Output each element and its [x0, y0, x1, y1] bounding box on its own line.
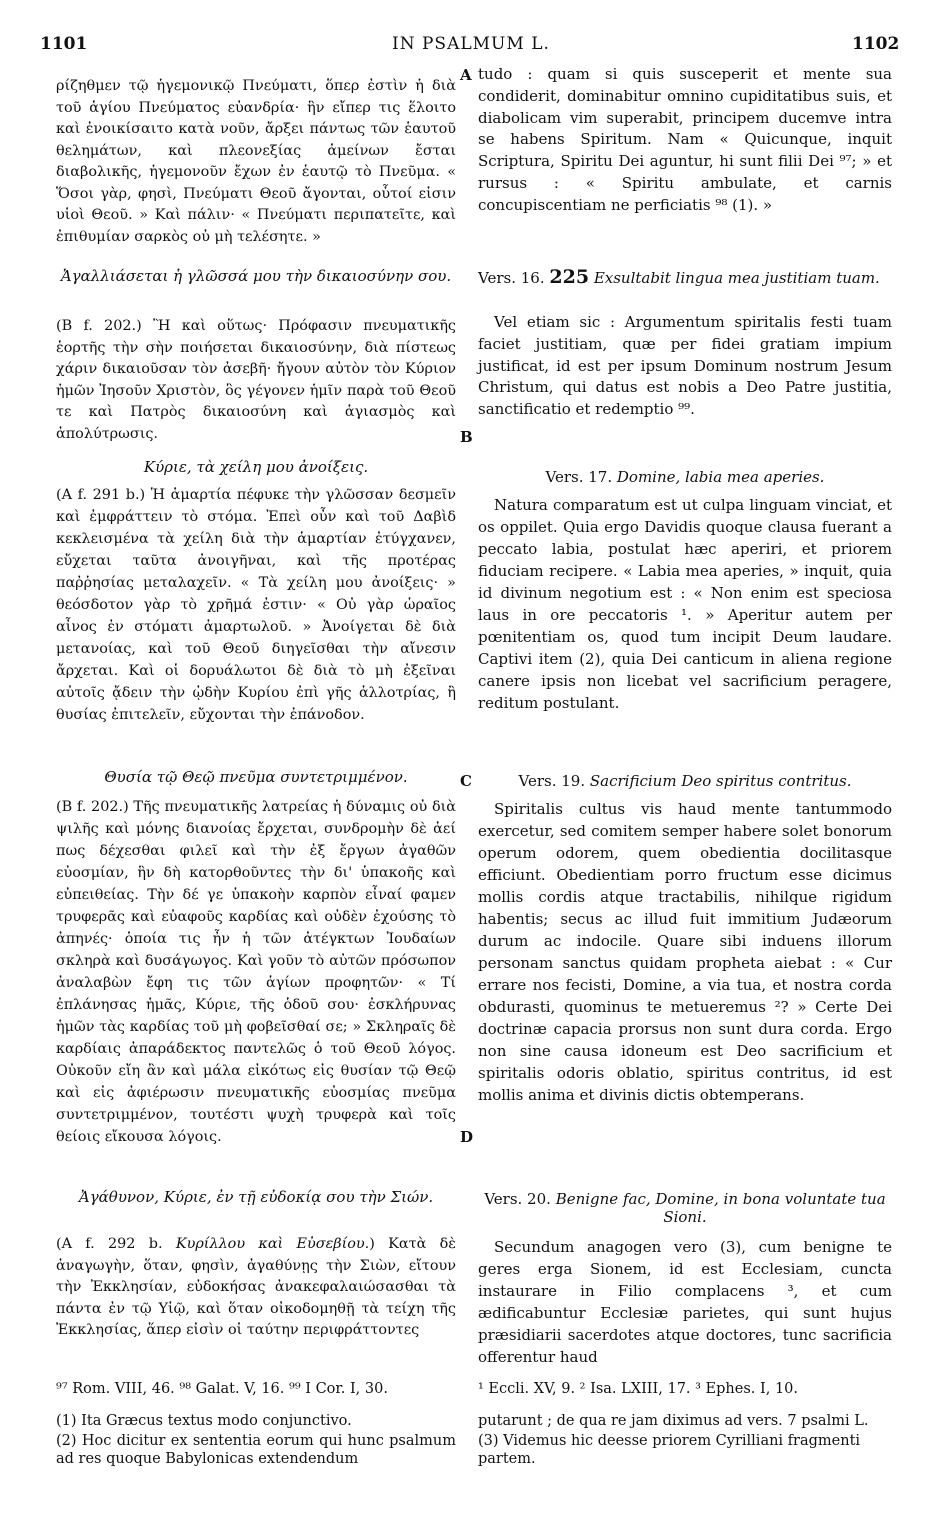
greek-heading-3 [56, 458, 456, 476]
greek-paragraph-5 [56, 1234, 456, 1342]
latin-paragraph-3: Natura comparatum est ut culpa linguam vinciat, et os oppilet. Quia ergo Davidis quoque clausa fuerant a peccato labia, postulat hæc aperiri, et priorem fiduciam recipere. « Labia mea aperies, » inquit, quia id divinum negotium est : « Non enim est speciosa laus in ore peccatoris ¹. » Aperitur autem per pœnitentiam os, quod tum incipit Deum laudare. Captivi item (2), quia Dei canticum in aliena regione canere ipsis non licebat vel sacrificium peragere, reditum postulant. [478, 496, 892, 712]
margin-letter-b: B [460, 428, 473, 446]
greek-paragraph-5-text: ) Κατὰ δὲ ἀναγωγὴν, ὅταν, φησὶν, ἀγαθύνῃς τὴν Σιὼν, εἴτουν τὴν Ἐκκλησίαν, εὐδοκήσας ἀνακεφαλαιώσασθαι τὰ πάντα ἐν τῷ Υἱῷ, καὶ ὅταν οἰκοδομηθῇ τὰ τείχη τῆς Ἐκκλησίας, ἅπερ εἰσὶν οἱ ταύτην περιφράττοντες [56, 1236, 456, 1338]
latin-paragraph-1: tudo : quam si quis susceperit et mente sua condiderit, dominabitur omnino cupiditatibus suis, et diabolicam vim superabit, principem ducemve intra se habens Spiritum. Nam « Quicunque, inquit Scriptura, Spiritu Dei aguntur, hi sunt filii Dei ⁹⁷; » et rursus : « Spiritu ambulate, et carnis concupiscentiam ne perficiatis ⁹⁸ (1). » [478, 65, 892, 214]
margin-letter-d: D [460, 1128, 474, 1146]
latin-heading-3 [478, 468, 892, 486]
latin-footnote-3: (3) Videmus hic deesse priorem Cyrilliani fragmenti partem. [478, 1433, 861, 1467]
margin-letter-c: C [460, 772, 472, 790]
greek-verse-17: Κύριε, τὰ χείλη μου ἀνοίξεις. [143, 458, 369, 476]
greek-source-ref: (A f. 292 b. [56, 1236, 176, 1252]
greek-footnote-1: (1) Ita Græcus textus modo conjunctivo. [56, 1413, 352, 1429]
greek-scripture-refs: ⁹⁷ Rom. VIII, 46. ⁹⁸ Galat. V, 16. ⁹⁹ I Cor. I, 30. [56, 1381, 388, 1397]
greek-paragraph-3: (A f. 291 b.) Ἡ ἁμαρτία πέφυκε τὴν γλῶσσαν δεσμεῖν καὶ ἐμφράττειν τὸ στόμα. Ἐπεὶ οὖν καὶ τοῦ Δαβὶδ κεκλεισμένα τὰ χείλη διὰ τὴν ἁμαρτίαν ἐτύγχανεν, εὔχεται ταῦτα ἀνοιγῆναι, καὶ τῆς προτέρας παῤῥησίας μεταλαχεῖν. « Τὰ χείλη μου ἀνοίξεις· » θεόσδοτον γὰρ τὸ χρῆμά ἐστιν· « Οὐ γὰρ ὡραῖος αἶνος ἐν στόματι ἁμαρτωλοῦ. » Ἀνοίγεται δὲ διὰ μετανοίας, καὶ τοῦ Θεοῦ διηγεῖσθαι τὴν αἴνεσιν ἄρχεται. Καὶ οἱ δορυάλωτοι δὲ διὰ τὸ μὴ ἐξεῖναι αὐτοῖς ᾄδειν τὴν ᾠδὴν Κυρίου ἐπὶ γῆς ἀλλοτρίας, ἢ θυσίας ἐπιτελεῖν, εὔχονται τὴν ἐπάνοδον. [56, 487, 456, 723]
greek-heading-4 [56, 768, 456, 786]
greek-column [56, 62, 456, 263]
greek-heading-2 [56, 266, 456, 287]
latin-heading-4 [478, 772, 892, 790]
latin-verse-16-label: Vers. 16. [478, 269, 545, 287]
running-title: IN PSALMUM L. [392, 34, 550, 54]
greek-verse-16: Ἀγαλλιάσεται ἡ γλῶσσά μου τὴν δικαιοσύνην σου. [60, 267, 452, 285]
margin-letter-a: A [460, 66, 472, 84]
latin-heading-2 [478, 266, 892, 288]
latin-verse-17-text: Domine, labia mea aperies. [616, 468, 825, 486]
greek-paragraph-4: (B f. 202.) Τῆς πνευματικῆς λατρείας ἡ δύναμις οὐ διὰ ψιλῆς καὶ μόνης διανοίας ἔρχεται, συνδρομὴν δὲ ἀεί πως δέχεσθαι φιλεῖ καὶ τὴν ἐξ ἔργων ἀγαθῶν εὐοσμίαν, ἣν δὴ κατορθοῦντες τὴν δι' ὑπακοῆς καὶ εὐπειθείας. Τὴν δέ γε ὑπακοὴν καρπὸν εἶναί φαμεν τρυφερᾶς καὶ εὐαφοῦς καρδίας καὶ οὐδὲν ἐχούσης τὸ ἀπηνές· ὁποία τις ἦν ἡ τῶν ἀτέγκτων Ἰουδαίων σκληρὰ καὶ δυσάγωγος. Καὶ γοῦν τὸ αὐτῶν πρόσωπον ἀναλαβὼν ἔφη τις τῶν ἁγίων προφητῶν· « Τί ἐπλάνησας ἡμᾶς, Κύριε, τῆς ὁδοῦ σου· ἐσκλήρυνας ἡμῶν τὰς καρδίας τοῦ μὴ φοβεῖσθαί σε; » Σκληραῖς δὲ καρδίαις ἀπαράδεκτος παντελῶς ὁ τοῦ Θεοῦ λόγος. Οὐκοῦν εἴη ἂν καὶ μάλα εἰκότως εἰς θυσίαν τῷ Θεῷ καὶ εἰς ἀφιέρωσιν πνευματικῆς εὐοσμίας πνεῦμα συντετριμμένον, τουτέστι ψυχὴ τρυφερὰ καὶ τοῖς θείοις εἴκουσα λόγοις. [56, 799, 456, 1145]
latin-paragraph-4: Spiritalis cultus vis haud mente tantummodo exercetur, sed comitem semper habere solet bonorum operum odorem, quem obedientia docilitasque efficiunt. Obedientiam porro fructum esse dicimus mollis cordis atque tractabilis, nihilque rigidum habentis; secus ac illud fuit immitium Judæorum durum ac indocile. Quare sibi induens illorum personam sanctus quidam propheta aiebat : « Cur errare nos fecisti, Domine, a via tua, et nostra corda obdurasti, quominus te metueremus ²? » Certe Dei doctrinæ capacia prorsus non sunt dura corda. Ergo non sine causa idoneum est Deo sacrificium et spiritalis odoris oblatio, spiritus contritus, id est mollis anima et divinis dictis obtemperans. [478, 800, 892, 1104]
greek-verse-20: Ἀγάθυνον, Κύριε, ἐν τῇ εὐδοκίᾳ σου τὴν Σιών. [78, 1188, 434, 1206]
latin-heading-5 [478, 1190, 892, 1226]
greek-verse-19: Θυσία τῷ Θεῷ πνεῦμα συντετριμμένον. [104, 768, 408, 786]
latin-verse-17-label: Vers. 17. [545, 468, 613, 486]
greek-heading-5 [56, 1188, 456, 1206]
latin-verse-20-text: Benigne fac, Domine, in bona voluntate tua Sioni. [555, 1190, 886, 1226]
latin-verse-16-text: Exsultabit lingua mea justitiam tuam. [593, 269, 880, 287]
latin-scripture-refs: ¹ Eccli. XV, 9. ² Isa. LXIII, 17. ³ Ephes. I, 10. [478, 1381, 799, 1397]
greek-source-author: Κυρίλλου καὶ Εὐσεβίου. [175, 1236, 370, 1252]
greek-footnote-2: (2) Hoc dicitur ex sententia eorum qui hunc psalmum ad res quoque Babylonicas extendendum [56, 1433, 456, 1467]
page-number-right: 1102 [852, 34, 900, 54]
latin-verse-19-label: Vers. 19. [518, 772, 586, 790]
latin-paragraph-5: Secundum anagogen vero (3), cum benigne te geres erga Sionem, id est Ecclesiam, cuncta instaurare in Filio complacens ³, et cum ædificabuntur Ecclesiæ parietes, qui sunt hujus præsidiarii sacerdotes atque doctores, tunc sacrificia offerentur haud [478, 1238, 892, 1366]
latin-verse-20-label: Vers. 20. [484, 1190, 551, 1208]
latin-footnote-2-cont: putarunt ; de qua re jam diximus ad vers. 7 psalmi L. [478, 1413, 869, 1429]
latin-paragraph-2: Vel etiam sic : Argumentum spiritalis festi tuam faciet justitiam, quæ per fidei gratiam impium justificat, id est per ipsum Dominum nostrum Jesum Christum, qui datus est nobis a Deo Patre justitia, sanctificatio et redemptio ⁹⁹. [478, 313, 892, 419]
greek-paragraph-2: (B f. 202.) Ἢ καὶ οὕτως· Πρόφασιν πνευματικῆς ἑορτῆς τὴν σὴν ποιήσεται δικαιοσύνην, διὰ πίστεως χάριν δικαιοῦσαν τὸν ἀσεβῆ· ἤγουν αὐτὸν τὸν Κύριον ἡμῶν Ἰησοῦν Χριστὸν, ὃς γέγονεν ἡμῖν παρὰ τοῦ Θεοῦ τε καὶ Πατρὸς δικαιοσύνη καὶ ἁγιασμὸς καὶ ἀπολύτρωσις. [56, 318, 456, 442]
greek-paragraph-1: ρίζηθμεν τῷ ἡγεμονικῷ Πνεύματι, ὅπερ ἐστὶν ἡ διὰ τοῦ ἁγίου Πνεύματος εὐανδρία· ἣν εἴπερ τις ἕλοιτο καὶ ἐνοικίσαιτο κατὰ νοῦν, ἄρξει πάντως τῶν ἑαυτοῦ θελημάτων, καὶ πλεονεξίας ἀμείνων ἔσται διαβολικῆς, ἡγεμονοῦν ἔχων ἐν ἑαυτῷ τὸ Πνεῦμα. « Ὅσοι γὰρ, φησὶ, Πνεύματι Θεοῦ ἄγονται, οὗτοί εἰσιν υἱοὶ Θεοῦ. » Καὶ πάλιν· « Πνεύματι περιπατεῖτε, καὶ ἐπιθυμίαν σαρκὸς οὐ μὴ τελέσητε. » [56, 78, 456, 245]
latin-verse-19-text: Sacrificium Deo spiritus contritus. [589, 772, 852, 790]
column-number: 225 [549, 266, 590, 288]
page-number-left: 1101 [40, 34, 88, 54]
